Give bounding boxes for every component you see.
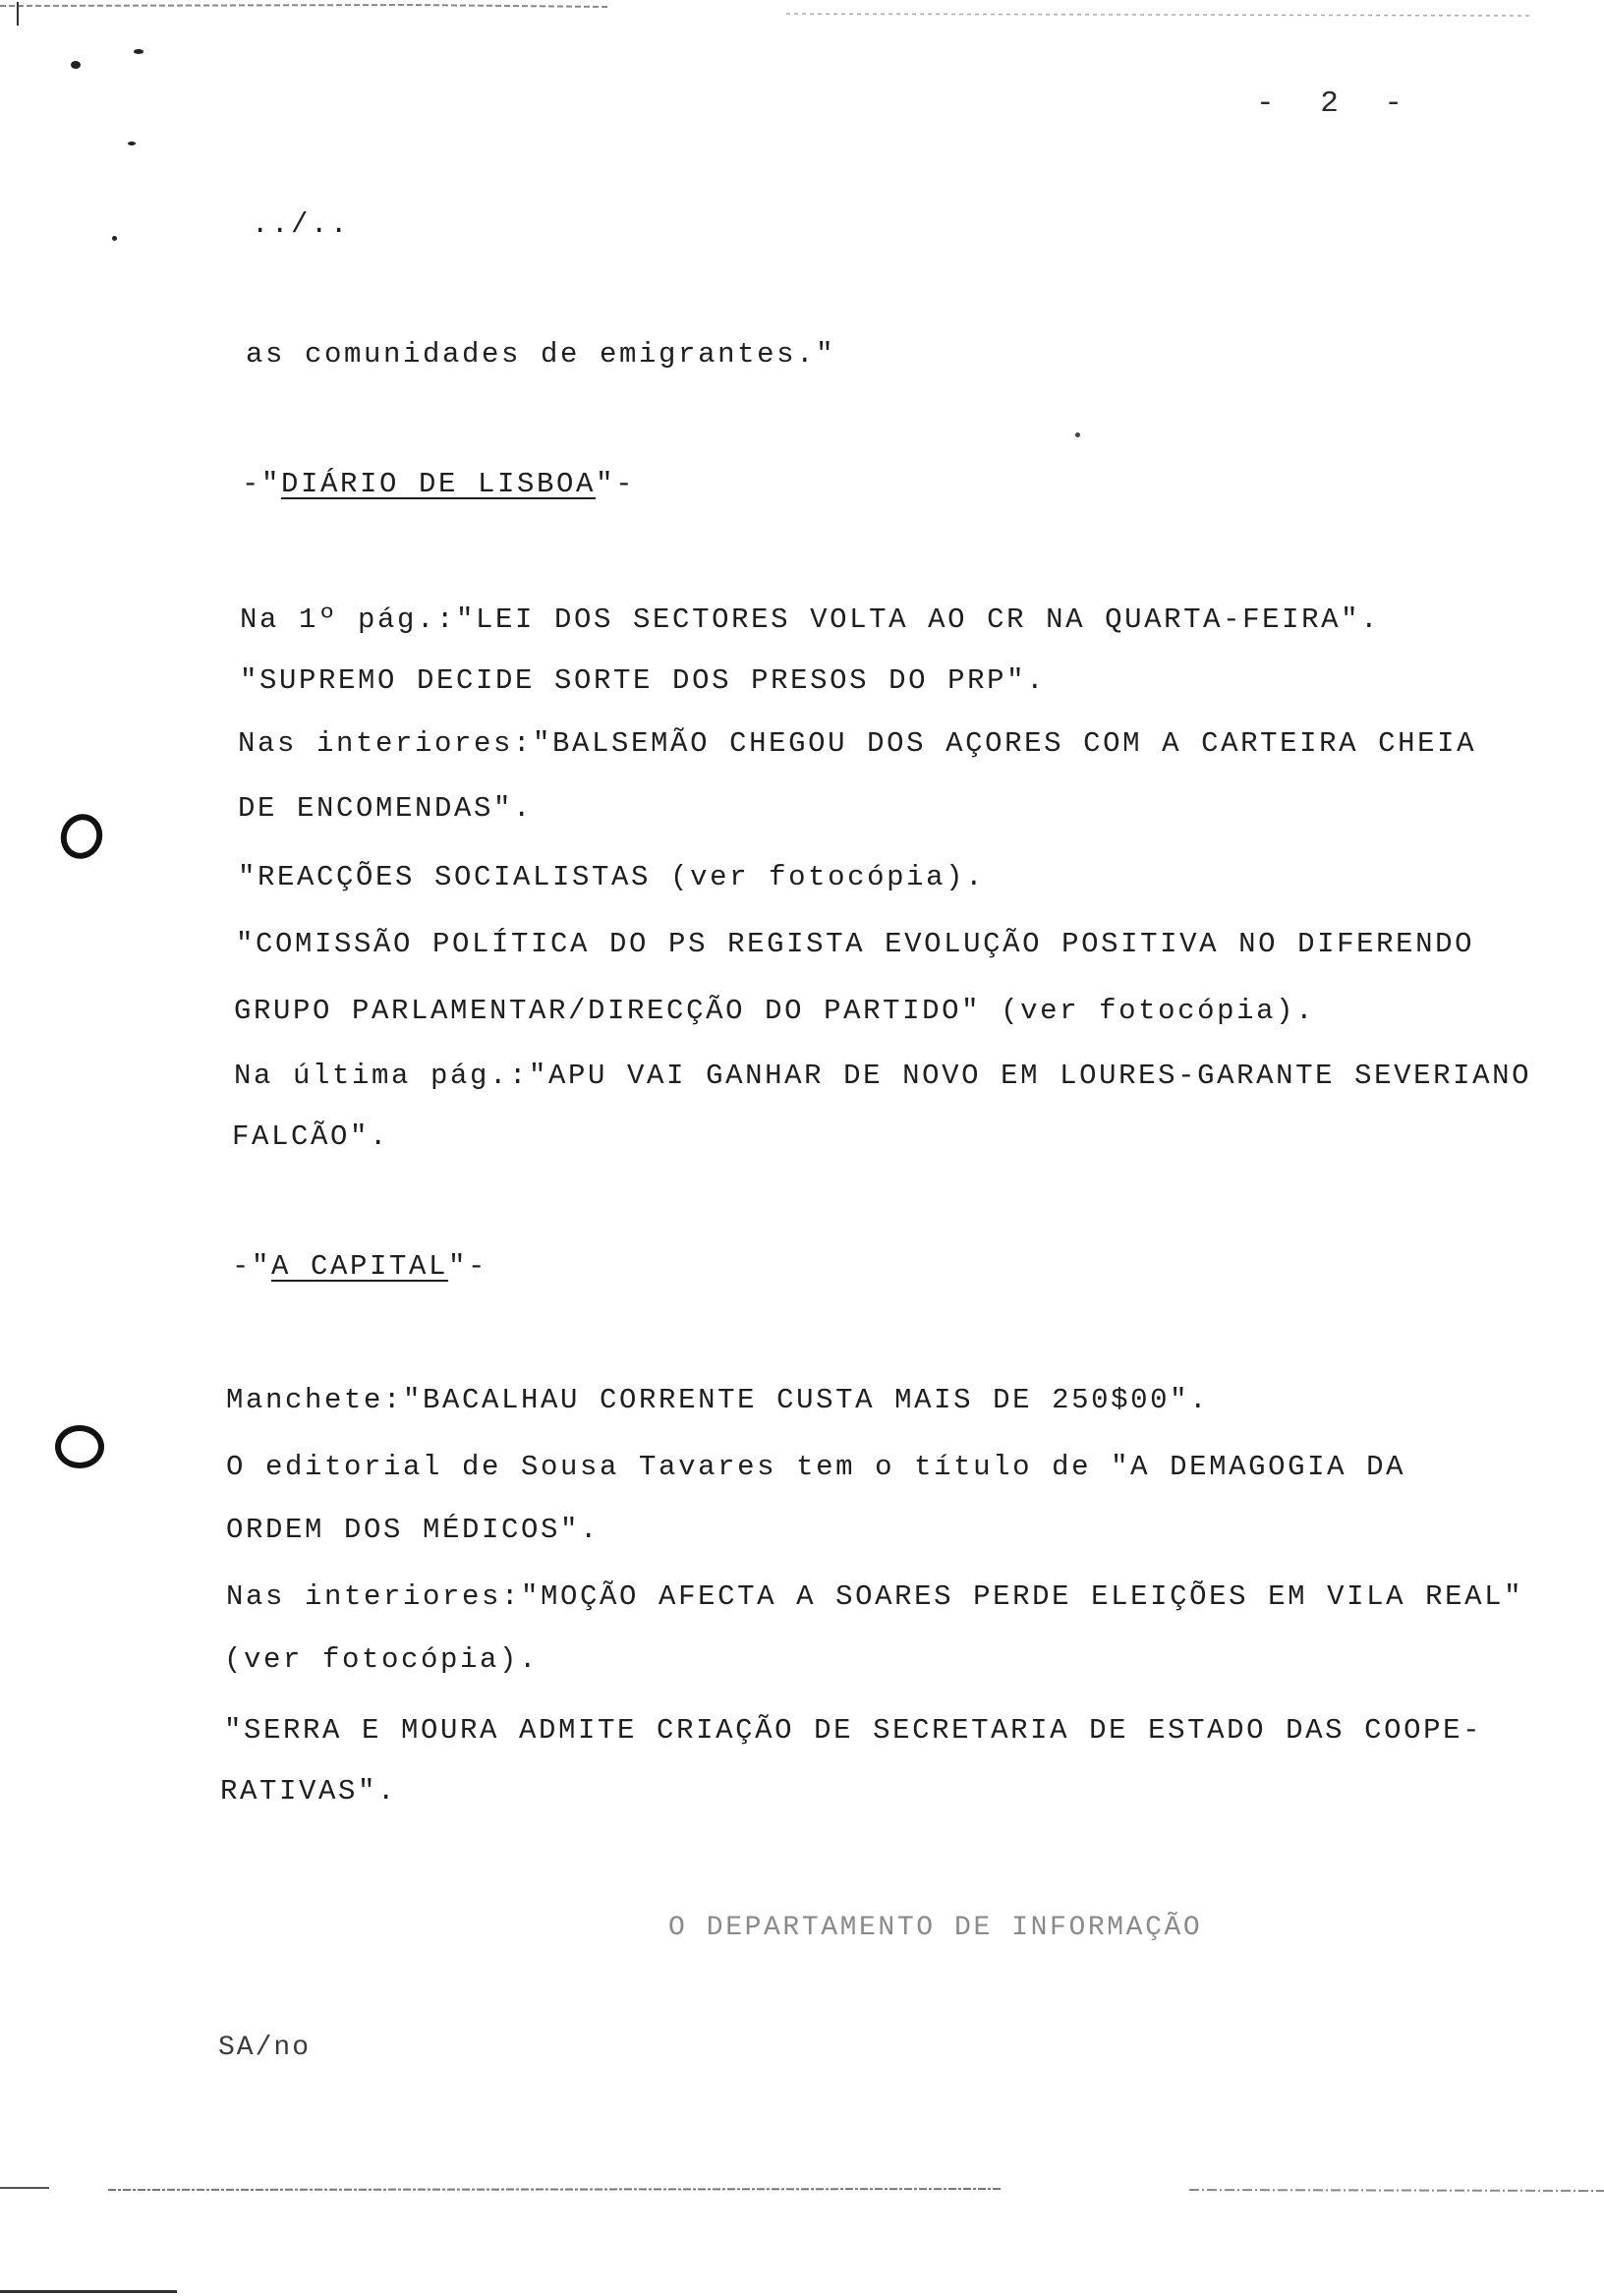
newspaper-title: DIÁRIO DE LISBOA xyxy=(281,468,597,500)
headline-line: DE ENCOMENDAS". xyxy=(238,792,534,825)
punch-hole xyxy=(55,1425,104,1468)
reference-initials: SA/no xyxy=(218,2033,312,2063)
headline-line: "SUPREMO DECIDE SORTE DOS PRESOS DO PRP". xyxy=(240,664,1047,697)
scan-speck xyxy=(128,142,136,145)
section-heading-a-capital xyxy=(232,1250,487,1283)
headline-line: Nas interiores:"MOÇÃO AFECTA A SOARES PERDE ELEIÇÕES EM VILA REAL" xyxy=(226,1580,1524,1613)
scan-edge-top xyxy=(0,0,1604,26)
scan-speck xyxy=(112,236,117,241)
headline-line: Na 1º pág.:"LEI DOS SECTORES VOLTA AO CR NA QUARTA-FEIRA". xyxy=(240,603,1381,636)
heading-suffix: "- xyxy=(596,468,636,500)
headline-line: "REACÇÕES SOCIALISTAS (ver fotocópia). xyxy=(238,861,986,893)
headline-line: "SERRA E MOURA ADMITE CRIAÇÃO DE SECRETARIA DE ESTADO DAS COOPE- xyxy=(224,1714,1483,1747)
headline-line: (ver fotocópia). xyxy=(224,1643,540,1676)
headline-line: FALCÃO". xyxy=(232,1120,390,1153)
headline-line: ORDEM DOS MÉDICOS". xyxy=(226,1514,601,1546)
page-number: - 2 - xyxy=(1256,86,1417,121)
signature: O DEPARTAMENTO DE INFORMAÇÃO xyxy=(668,1913,1203,1943)
heading-suffix: "- xyxy=(448,1250,488,1283)
scan-edge-bottom-left xyxy=(0,2290,177,2293)
scan-edge-bottom xyxy=(0,2180,1604,2200)
scan-speck xyxy=(134,49,143,54)
continuation-mark: ../.. xyxy=(252,208,351,241)
opening-line: as comunidades de emigrantes." xyxy=(246,338,836,371)
heading-prefix: -" xyxy=(242,468,282,500)
headline-line: GRUPO PARLAMENTAR/DIRECÇÃO DO PARTIDO" (ver fotocópia). xyxy=(234,995,1316,1027)
headline-line: RATIVAS". xyxy=(220,1775,398,1808)
heading-prefix: -" xyxy=(232,1250,272,1283)
headline-line: Manchete:"BACALHAU CORRENTE CUSTA MAIS DE 250$00". xyxy=(226,1384,1210,1416)
headline-line: O editorial de Sousa Tavares tem o título de "A DEMAGOGIA DA xyxy=(226,1451,1406,1483)
scan-speck xyxy=(1075,432,1080,437)
headline-line: Na última pág.:"APU VAI GANHAR DE NOVO EM LOURES-GARANTE SEVERIANO xyxy=(234,1060,1532,1092)
headline-line: "COMISSÃO POLÍTICA DO PS REGISTA EVOLUÇÃO POSITIVA NO DIFERENDO xyxy=(236,928,1475,960)
punch-hole xyxy=(54,808,108,865)
newspaper-title: A CAPITAL xyxy=(271,1250,449,1283)
section-heading-diario-de-lisboa xyxy=(242,468,635,500)
headline-line: Nas interiores:"BALSEMÃO CHEGOU DOS AÇORES COM A CARTEIRA CHEIA xyxy=(238,727,1477,760)
scan-speck xyxy=(71,61,81,69)
